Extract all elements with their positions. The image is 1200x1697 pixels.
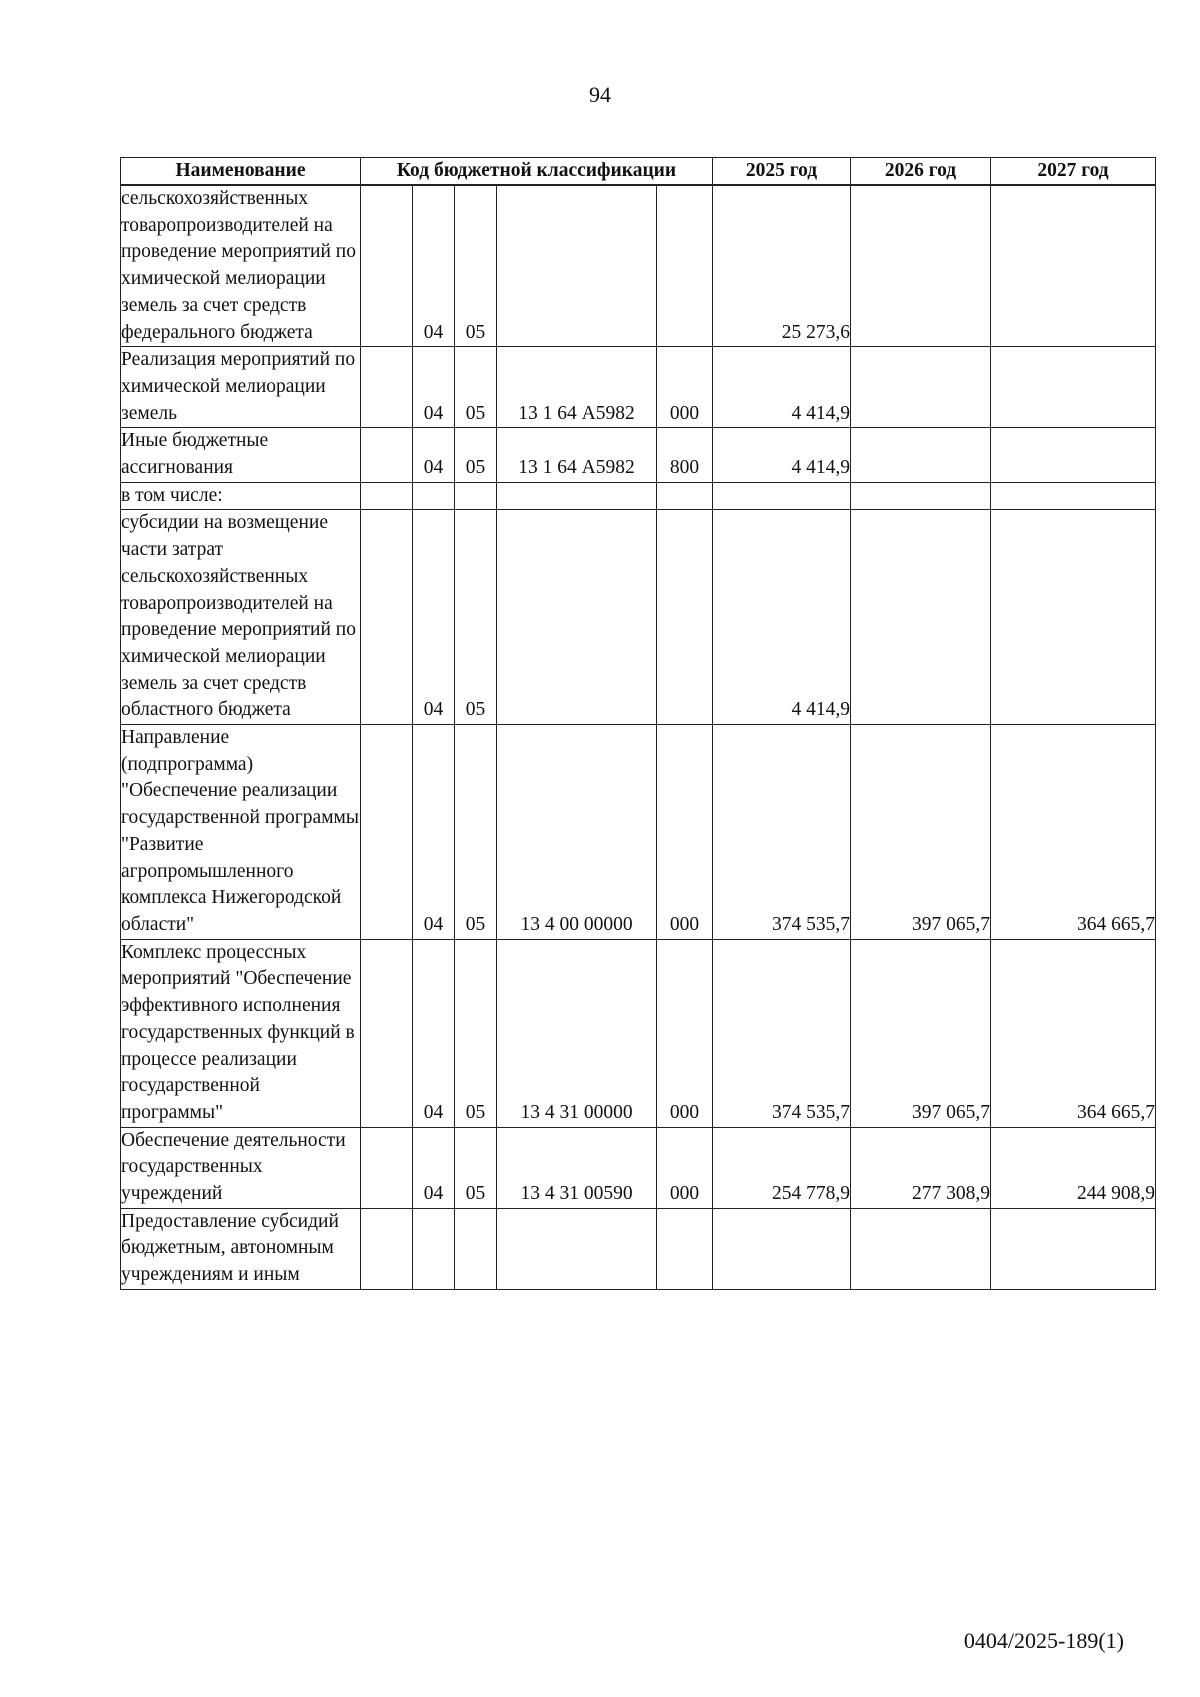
cell-code-0 — [361, 939, 413, 1127]
cell-code-subsection: 05 — [455, 939, 497, 1127]
cell-code-0 — [361, 510, 413, 725]
cell-code-0 — [361, 185, 413, 347]
table-row — [121, 1208, 1156, 1289]
cell-2025: 4 414,9 — [713, 428, 851, 482]
cell-code-0 — [361, 1208, 413, 1289]
cell-2027 — [991, 347, 1156, 428]
page-number: 94 — [589, 82, 611, 107]
cell-2027 — [991, 428, 1156, 482]
cell-code-section: 04 — [413, 510, 455, 725]
cell-name: в том числе: — [121, 482, 361, 510]
table-row — [121, 725, 1156, 940]
cell-code-section: 04 — [413, 428, 455, 482]
cell-code-target — [497, 510, 657, 725]
cell-code-target: 13 4 31 00590 — [497, 1127, 657, 1208]
cell-code-section — [413, 482, 455, 510]
cell-code-subsection: 05 — [455, 725, 497, 940]
cell-2025: 4 414,9 — [713, 510, 851, 725]
cell-code-expense-type — [657, 185, 713, 347]
budget-table — [120, 157, 1156, 1290]
cell-2025: 374 535,7 — [713, 725, 851, 940]
cell-code-expense-type: 000 — [657, 939, 713, 1127]
cell-2026 — [851, 347, 991, 428]
cell-2026: 397 065,7 — [851, 725, 991, 940]
cell-code-section: 04 — [413, 347, 455, 428]
cell-code-section: 04 — [413, 185, 455, 347]
cell-name: Реализация мероприятий по химической мелиорации земель — [121, 347, 361, 428]
table-row — [121, 510, 1156, 725]
cell-code-0 — [361, 482, 413, 510]
cell-2027: 364 665,7 — [991, 939, 1156, 1127]
cell-name: Обеспечение деятельности государственных учреждений — [121, 1127, 361, 1208]
cell-code-subsection: 05 — [455, 428, 497, 482]
header-2026: 2026 год — [851, 158, 991, 186]
cell-name: Иные бюджетные ассигнования — [121, 428, 361, 482]
cell-2027 — [991, 185, 1156, 347]
cell-code-target — [497, 1208, 657, 1289]
document-id: 0404/2025-189(1) — [963, 1628, 1124, 1653]
cell-code-target: 13 1 64 А5982 — [497, 347, 657, 428]
cell-2026 — [851, 510, 991, 725]
header-2025: 2025 год — [713, 158, 851, 186]
cell-code-expense-type — [657, 482, 713, 510]
cell-2027: 364 665,7 — [991, 725, 1156, 940]
cell-code-expense-type: 800 — [657, 428, 713, 482]
cell-2027 — [991, 1208, 1156, 1289]
cell-2027 — [991, 510, 1156, 725]
cell-code-target: 13 4 00 00000 — [497, 725, 657, 940]
cell-code-target: 13 4 31 00000 — [497, 939, 657, 1127]
cell-code-section: 04 — [413, 725, 455, 940]
cell-code-section: 04 — [413, 1127, 455, 1208]
cell-2025 — [713, 1208, 851, 1289]
cell-name: сельскохозяйственных товаропроизводителей на проведение мероприятий по химической мелиорации земель за счет средств федерального бюджета — [121, 185, 361, 347]
cell-2026 — [851, 185, 991, 347]
table-row — [121, 939, 1156, 1127]
cell-code-target: 13 1 64 А5982 — [497, 428, 657, 482]
cell-name: Комплекс процессных мероприятий "Обеспечение эффективного исполнения государственных функций в процессе реализации государственной программы" — [121, 939, 361, 1127]
cell-2025: 25 273,6 — [713, 185, 851, 347]
cell-name: Предоставление субсидий бюджетным, автономным учреждениям и иным — [121, 1208, 361, 1289]
cell-code-expense-type: 000 — [657, 725, 713, 940]
table-row — [121, 185, 1156, 347]
cell-code-expense-type: 000 — [657, 347, 713, 428]
cell-2025: 254 778,9 — [713, 1127, 851, 1208]
cell-code-expense-type: 000 — [657, 1127, 713, 1208]
cell-code-0 — [361, 347, 413, 428]
cell-code-section: 04 — [413, 939, 455, 1127]
table-row — [121, 1127, 1156, 1208]
cell-code-0 — [361, 725, 413, 940]
cell-2025: 4 414,9 — [713, 347, 851, 428]
cell-2026: 277 308,9 — [851, 1127, 991, 1208]
cell-code-subsection — [455, 482, 497, 510]
cell-2027 — [991, 482, 1156, 510]
cell-2025: 374 535,7 — [713, 939, 851, 1127]
cell-code-subsection — [455, 1208, 497, 1289]
cell-code-0 — [361, 428, 413, 482]
cell-2027: 244 908,9 — [991, 1127, 1156, 1208]
cell-2026 — [851, 428, 991, 482]
cell-code-subsection: 05 — [455, 185, 497, 347]
cell-code-subsection: 05 — [455, 510, 497, 725]
header-code: Код бюджетной классификации — [361, 158, 713, 186]
cell-code-0 — [361, 1127, 413, 1208]
header-2027: 2027 год — [991, 158, 1156, 186]
cell-2025 — [713, 482, 851, 510]
cell-code-section — [413, 1208, 455, 1289]
cell-2026 — [851, 1208, 991, 1289]
table-header-row — [121, 158, 1156, 186]
table-row — [121, 347, 1156, 428]
header-name: Наименование — [121, 158, 361, 186]
cell-code-target — [497, 185, 657, 347]
cell-name: субсидии на возмещение части затрат сельскохозяйственных товаропроизводителей на проведение мероприятий по химической мелиорации земель за счет средств областного бюджета — [121, 510, 361, 725]
cell-code-expense-type — [657, 1208, 713, 1289]
cell-code-target — [497, 482, 657, 510]
cell-code-subsection: 05 — [455, 347, 497, 428]
cell-2026 — [851, 482, 991, 510]
cell-code-expense-type — [657, 510, 713, 725]
cell-2026: 397 065,7 — [851, 939, 991, 1127]
table-row — [121, 482, 1156, 510]
table-row — [121, 428, 1156, 482]
cell-name: Направление (подпрограмма) "Обеспечение реализации государственной программы "Развитие агропромышленного комплекса Нижегородской области" — [121, 725, 361, 940]
cell-code-subsection: 05 — [455, 1127, 497, 1208]
